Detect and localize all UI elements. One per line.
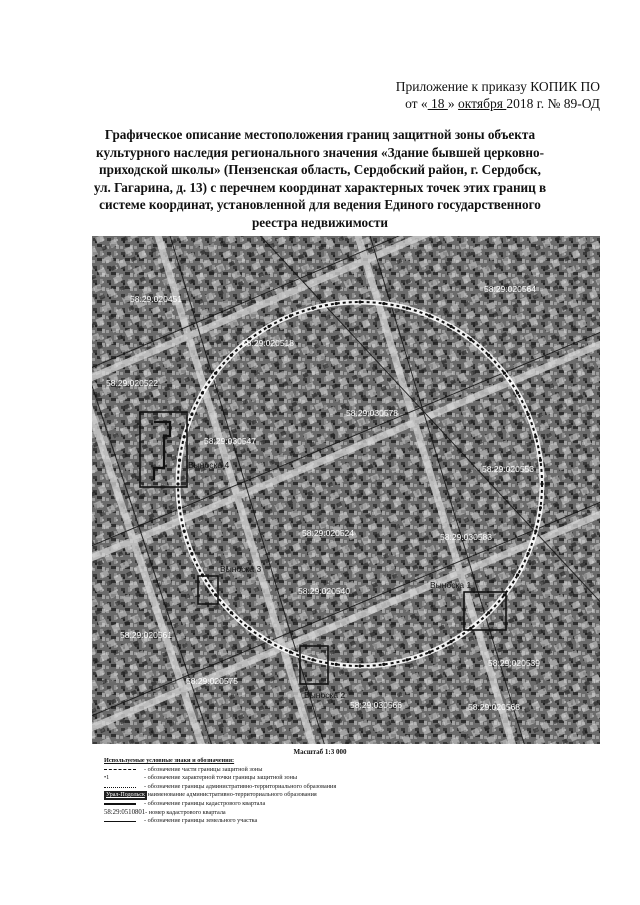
boundary-point	[358, 300, 361, 303]
boundary-point	[527, 413, 530, 416]
callout-label-1: Выноска 1	[430, 580, 472, 590]
boundary-point	[178, 459, 181, 462]
quarter-label: 58:29:020518	[242, 338, 294, 348]
legend-item: 58:29:0510801 - номер кадастрового квартала	[104, 808, 226, 816]
quarter-label: 58:29:020575	[186, 676, 238, 686]
boundary-point	[289, 314, 292, 317]
zone-line-symbol	[104, 769, 140, 770]
boundary-point	[406, 307, 409, 310]
boundary-point	[539, 459, 542, 462]
legend-item: Урал-Подольск - наименование административно-территориального образования	[106, 791, 317, 799]
boundary-point	[406, 658, 409, 661]
boundary-point	[428, 651, 431, 654]
cad-number-sample: 58:29:0510801	[104, 808, 146, 816]
boundary-point	[214, 372, 217, 375]
quarter-label: 58:29:020524	[302, 528, 354, 538]
appendix-line-2	[396, 95, 600, 112]
boundary-point	[335, 663, 338, 666]
legend-item: - обозначение границы кадастрового квартала	[104, 800, 336, 809]
legend-item: •1 - обозначение характерной точки границы защитной зоны	[104, 774, 298, 782]
quarter-label: 58:29:020539	[488, 658, 540, 668]
boundary-point	[540, 482, 543, 485]
quarter-label: 58:29:030547	[204, 436, 256, 446]
legend-heading: Используемые условные знаки и обозначения:	[104, 757, 235, 764]
aerial-map	[92, 236, 600, 744]
boundary-point	[503, 372, 506, 375]
appendix-year-number: 2018 г. № 89-ОД	[506, 96, 600, 111]
quarter-label: 58:29:030578	[346, 408, 398, 418]
quarter-label: 58:29:020564	[484, 284, 536, 294]
boundary-point	[382, 302, 385, 305]
quarter-label: 58:29:020561	[120, 630, 172, 640]
boundary-point	[230, 611, 233, 614]
legend-item: - обозначение границы административно-территориального образования	[104, 783, 336, 792]
boundary-point	[539, 506, 542, 509]
boundary-point	[516, 573, 519, 576]
boundary-point	[176, 482, 179, 485]
callout-label-3: Выноска 3	[220, 564, 262, 574]
boundary-point	[449, 640, 452, 643]
boundary-point	[487, 611, 490, 614]
map-canvas	[92, 236, 600, 744]
boundary-point	[382, 663, 385, 666]
quarter-label: 58:29:020553	[482, 464, 534, 474]
boundary-point	[449, 325, 452, 328]
callout-label-2: Выноска 2	[304, 690, 346, 700]
appendix-day: 18	[427, 96, 448, 111]
appendix-close-quote: »	[447, 96, 455, 111]
boundary-point	[190, 552, 193, 555]
boundary-point	[183, 435, 186, 438]
map-legend	[104, 757, 336, 826]
quarter-label: 58:29:030566	[350, 700, 402, 710]
boundary-point	[469, 338, 472, 341]
boundary-point	[311, 307, 314, 310]
boundary-point	[527, 552, 530, 555]
boundary-point	[178, 506, 181, 509]
boundary-point	[248, 627, 251, 630]
quarter-label: 58:29:020451	[130, 294, 182, 304]
document-title: Графическое описание местоположения границ защитной зоны объекта культурного наследия регионального значения «Здание бывшей церковно-приходской школы» (Пензенская область, Сердобский район, г. Сердобск, ул. Гагарина, д. 13) с перечнем координат характерных точек этих границ в системе координат, установленной для ведения Единого государственного реестра недвижимости	[93, 127, 547, 230]
quarter-label: 58:29:020522	[106, 378, 158, 388]
boundary-point	[335, 302, 338, 305]
admin-line-symbol	[104, 787, 140, 788]
callout-label-4: Выноска 4	[188, 460, 230, 470]
map-scale: Масштаб 1:3 000	[293, 748, 347, 756]
legend-item: - обозначение границы земельного участка	[104, 817, 336, 826]
boundary-point	[267, 640, 270, 643]
appendix-line-1: Приложение к приказу КОПИК ПО	[395, 79, 600, 94]
boundary-point	[230, 354, 233, 357]
appendix-month: октября	[458, 96, 507, 111]
boundary-point	[201, 391, 204, 394]
legend-item: - обозначение части границы защитной зоны	[104, 766, 336, 775]
boundary-point	[190, 413, 193, 416]
boundary-point	[516, 391, 519, 394]
boundary-point	[428, 314, 431, 317]
quarter-label: 58:29:020568	[468, 702, 520, 712]
appendix-from: от «	[405, 96, 428, 111]
quarter-label: 58:29:030583	[440, 532, 492, 542]
boundary-point	[311, 658, 314, 661]
boundary-point	[487, 354, 490, 357]
boundary-point	[267, 325, 270, 328]
point-symbol: •1	[104, 774, 110, 782]
boundary-point	[289, 651, 292, 654]
parcel-line-symbol	[104, 821, 140, 822]
boundary-point	[183, 530, 186, 533]
boundary-point	[534, 435, 537, 438]
boundary-point	[534, 530, 537, 533]
quarter-label: 58:29:020540	[298, 586, 350, 596]
municipality-symbol: Урал-Подольск	[106, 792, 145, 799]
quarter-line-symbol	[104, 803, 140, 805]
boundary-point	[358, 664, 361, 667]
boundary-point	[214, 593, 217, 596]
appendix-note	[396, 78, 600, 112]
